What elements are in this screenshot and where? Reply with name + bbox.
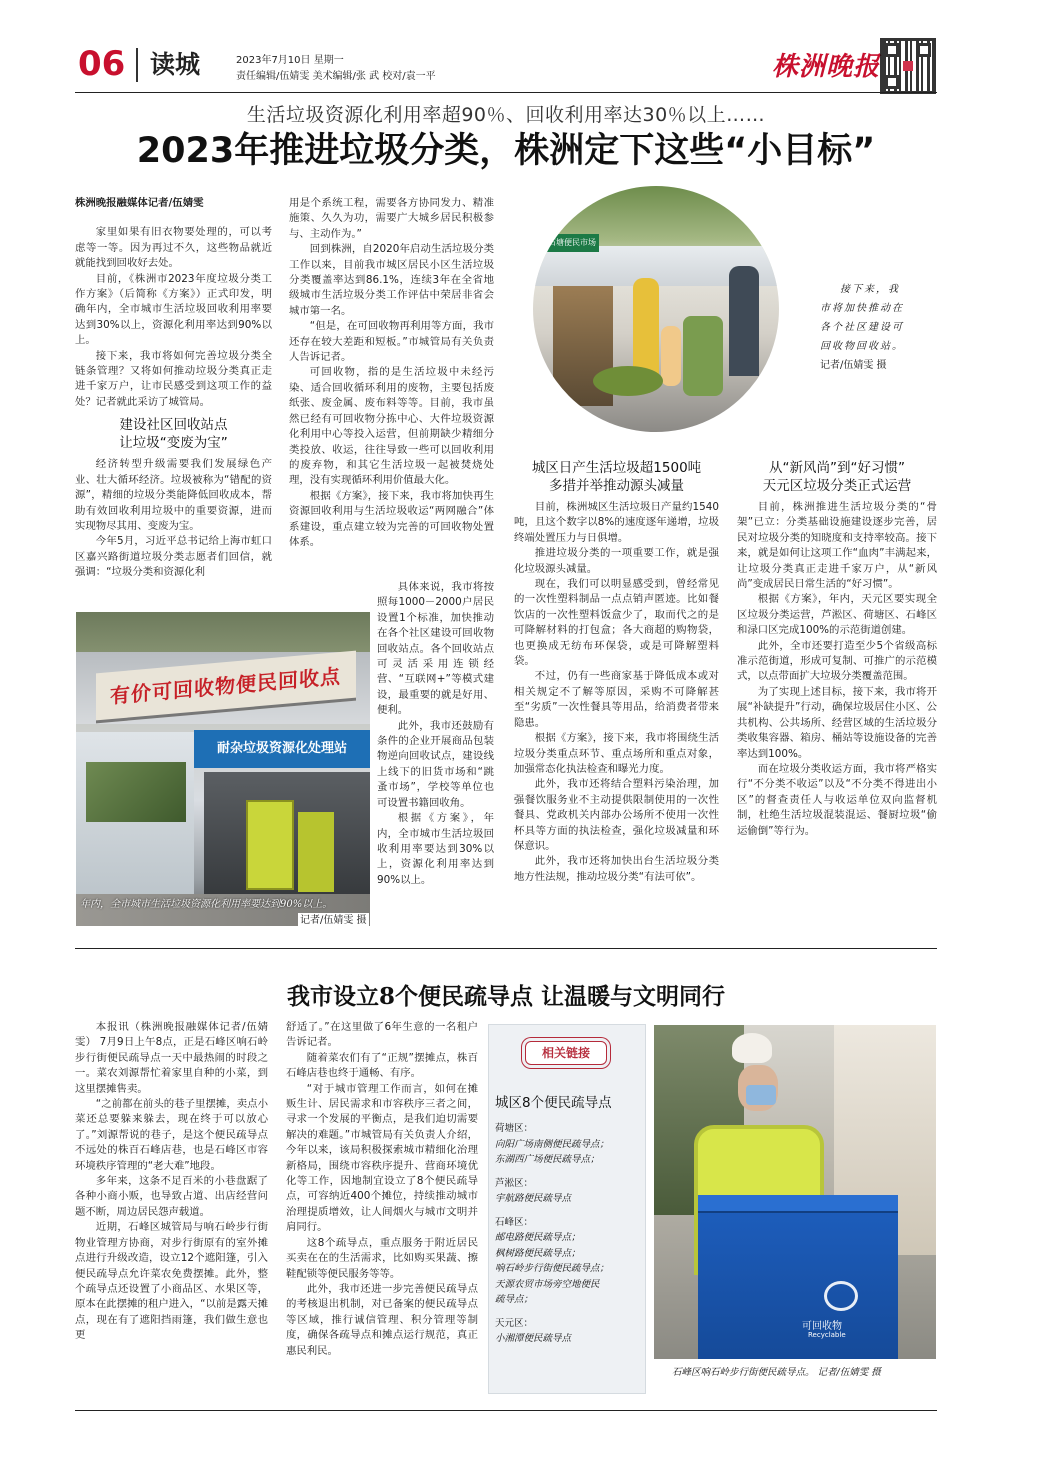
header-divider	[136, 48, 138, 82]
subhead-community-station: 建设社区回收站点 让垃圾“变废为宝”	[119, 417, 228, 452]
footer-rule	[75, 1410, 937, 1411]
paragraph: 回到株洲，自2020年启动生活垃圾分类工作以来，目前我市城区居民小区生活垃圾分类覆盖率达到86.1%，连续3年在全省地级城市生活垃圾分类工作评估中荣居非省会城市第一名。	[289, 243, 494, 317]
paragraph: 随着菜农们有了“正规”摆摊点，株百石峰店巷也终于通畅、有序。	[286, 1051, 478, 1080]
paragraph: 不过，仍有一些商家基于降低成本或对相关规定不了解等原因，采购不可降解甚至“劣质”一次性餐具等用品，给消费者带来隐患。	[514, 670, 719, 729]
paragraph: 此外，我市还进一步完善便民疏导点的考核退出机制，对已备案的便民疏导点等区域，推行诚信管理、积分管理等制度，确保各疏导点和摊点运行规范，真正惠民利民。	[286, 1282, 478, 1357]
qr-code	[880, 38, 936, 94]
article1-headline: 2023年推进垃圾分类，株洲定下这些“小目标”	[136, 131, 876, 171]
district-name: 天元区：	[495, 1317, 534, 1329]
paragraph: 目前，株洲推进生活垃圾分类的“骨架”已立：分类基础设施建设逐步完善，居民对垃圾分类的知晓度和支持率较高。接下来，就是如何让这项工作“血肉”丰满起来，让垃圾分类真正走进千家万户，从“新风尚”变成居民日常生活的“好习惯”。	[737, 501, 937, 591]
district-name: 芦淞区：	[495, 1177, 534, 1189]
paragraph: 经济转型升级需要我们发展绿色产业、壮大循环经济。垃圾被称为“错配的资源”，精细的垃圾分类能降低回收成本，帮助有效回收利用垃圾中的重要资源，进而实现物尽其用、变废为宝。	[75, 458, 272, 532]
article1-byline: 株洲晚报融媒体记者/伍婧雯	[75, 197, 204, 209]
paragraph: 具体来说，我市将按照每1000－2000户居民设置1个标准，加快推动在各个社区建设可回收物回收站点。各个回收站点可灵活采用连锁经营、“互联网+”等模式建设，最重要的就是好用、便利。	[377, 581, 494, 717]
paragraph: “对于城市管理工作而言，如何在摊贩生计、居民需求和市容秩序三者之间，寻求一个发展的平衡点，是我们迫切需要解决的难题。”市城管局有关负责人介绍，今年以来，该局积极探索城市精细化治理新格局，围绕市容秩序提升、营商环境优化等工作，因地制宜设立了8个便民疏导点，可容纳近400个摊位，持续推动城市治理提质增效，让人间烟火与城市文明并肩同行。	[286, 1082, 478, 1234]
header-rule	[75, 92, 937, 93]
paragraph: 根据《方案》，接下来，我市将加快再生资源回收利用与生活垃圾收运“两网融合”体系建设，重点建立较为完善的可回收物处置体系。	[289, 489, 494, 548]
district-point: 东湖西广场便民疏导点；	[495, 1154, 600, 1165]
paragraph: 根据《方案》，年内，全市城市生活垃圾回收利用率要达到30%以上，资源化利用率达到90%以上。	[377, 812, 494, 886]
market-photo	[533, 186, 779, 432]
related-links-box	[488, 1024, 646, 1394]
paragraph: 此外，全市还要打造至少5个省级高标准示范街道，形成可复制、可推广的示范模式，以点带面扩大垃圾分类覆盖范围。	[737, 639, 937, 683]
district-point: 天源农贸市场旁空地便民	[495, 1278, 600, 1290]
page-header	[70, 38, 970, 88]
article1-kicker: 生活垃圾资源化利用率超90％、回收利用率达30％以上……	[246, 104, 766, 126]
paragraph: 近期，石峰区城管局与响石岭步行街物业管理方协商，对步行街原有的室外摊点进行升级改造，设立12个遮阳篷，引入便民疏导点允许菜农免费摆摊。此外，整个疏导点还设置了小商品区、水果区等，原本在此摆摊的租户进入，“以前是露天摊点，现在有了遮阳挡雨篷，我们做生意也更	[75, 1221, 268, 1342]
paragraph: 根据《方案》，接下来，我市将围绕生活垃圾分类重点环节、重点场所和重点对象，加强常态化执法检查和曝光力度。	[514, 732, 719, 775]
district-point: 邮电路便民疏导点；	[495, 1232, 581, 1243]
district-point: 小湘潭便民疏导点	[495, 1333, 572, 1344]
related-links-title: 城区8个便民疏导点	[495, 1095, 612, 1111]
article1-column-4	[737, 457, 937, 839]
recycling-bin	[698, 1195, 898, 1359]
sanitation-worker-photo	[654, 1025, 936, 1359]
paragraph: 舒适了。”在这里做了6年生意的一名租户告诉记者。	[286, 1021, 478, 1049]
photo2-caption: 接下来，我 市将加快推动在 各个社区建设可 回收物回收站。 记者/伍婧雯 摄	[820, 280, 930, 375]
district-point: 向阳广场南侧便民疏导点；	[495, 1138, 610, 1150]
paragraph: 此外，我市还将结合塑料污染治理，加强餐饮服务业不主动提供限制使用的一次性餐具、党政机关内部办公场所不使用一次性杯具等方面的执法检查，强化垃圾减量和环保意识。	[514, 778, 719, 852]
paragraph: 现在，我们可以明显感受到，曾经常见的一次性塑料制品一点点销声匿迹。比如餐饮店的一次性塑料饭盒少了，取而代之的是可降解材料的打包盒；各大商超的购物袋，也更换成无纺布环保袋，或是可降解塑料袋。	[514, 578, 719, 668]
paragraph: 此外，我市还鼓励有条件的企业开展商品包装物逆向回收试点，建设线上线下的旧货市场和“跳蚤市场”，学校等单位也可设置书籍回收角。	[377, 719, 494, 809]
article1-column-2-lower	[377, 580, 494, 888]
paragraph: 推进垃圾分类的一项重要工作，就是强化垃圾源头减量。	[514, 547, 719, 575]
paragraph: 可回收物，指的是生活垃圾中未经污染、适合回收循环利用的废物，主要包括废纸张、废金属、废布料等等。目前，我市虽然已经有可回收物分拣中心、大件垃圾资源化利用中心等投入运营，但前期缺少精细分类投放、收运，往往导致一些可以回收利用的废弃物，和其它生活垃圾一起被焚烧处理，没有实现循环利用价值最大化。	[289, 366, 494, 487]
paragraph: 目前，《株洲市2023年度垃圾分类工作方案》（后简称《方案》）正式印发，明确年内，全市城市生活垃圾回收利用率要达到30%以上，资源化利用率达到90%以上。	[75, 272, 272, 347]
paragraph: 根据《方案》，年内，天元区要实现全区垃圾分类运营，芦淞区、荷塘区、石峰区和渌口区完成100%的示范街道创建。	[737, 593, 937, 637]
article1-column-3	[514, 457, 719, 885]
paragraph: 今年5月，习近平总书记给上海市虹口区嘉兴路街道垃圾分类志愿者们回信，就强调：“垃圾分类和资源化利	[75, 535, 272, 579]
district-point: 疏导点；	[495, 1294, 534, 1305]
district-name: 荷塘区：	[495, 1123, 534, 1134]
district-point: 枫树路便民疏导点；	[495, 1247, 581, 1259]
photo2-credit: 记者/伍婧雯 摄	[820, 360, 887, 371]
paragraph: 此外，我市还将加快出台生活垃圾分类地方性法规，推动垃圾分类“有法可依”。	[514, 855, 719, 883]
section-name: 读城	[150, 50, 201, 79]
editors-line: 责任编辑/伍婧雯 美术编辑/张 武 校对/袁一平	[236, 71, 436, 82]
district-name: 石峰区：	[495, 1216, 534, 1228]
district-point: 宇航路便民疏导点	[495, 1193, 572, 1204]
article1-column-2	[289, 196, 494, 550]
article2-headline: 我市设立8个便民疏导点 让温暖与文明同行	[286, 983, 725, 1010]
district-list	[495, 1121, 645, 1347]
bin-label-en: Recyclable	[808, 1331, 846, 1339]
paragraph: 家里如果有旧衣物要处理的，可以考虑等一等。因为再过不久，这些物品就近就能找到回收好去处。	[75, 226, 272, 270]
paragraph: 用是个系统工程，需要各方协同发力、精准施策、久久为功，需要广大城乡居民积极参与、主动作为。”	[289, 197, 494, 240]
paragraph: 多年来，这条不足百米的小巷盘踞了各种小商小贩，也导致占道、出店经营问题不断，周边居民怨声载道。	[75, 1175, 268, 1218]
station-banner: 有价可回收物便民回收点	[96, 651, 356, 724]
subhead-tianyuan: 从“新风尚”到“好习惯” 天元区垃圾分类正式运营	[762, 460, 912, 494]
photo1-caption: 年内，全市城市生活垃圾资源化利用率要达到90%以上。	[80, 899, 333, 910]
article1-column-1	[75, 196, 272, 581]
recycling-station-photo	[76, 612, 370, 926]
article-separator	[75, 948, 937, 949]
bin-label: 可回收物	[802, 1321, 842, 1332]
paragraph: 本报讯（株洲晚报融媒体记者/伍婧雯） 7月9日上午8点，正是石峰区响石岭步行街便民疏导点一天中最热闹的时段之一。菜农刘源帮忙着家里自种的小菜，到这里摆摊售卖。	[75, 1021, 268, 1095]
paragraph: 这8个疏导点，重点服务于附近居民买卖在在的生活需求，比如购买果蔬、擦鞋配锁等便民服务等等。	[286, 1236, 478, 1280]
district-point: 响石岭步行街便民疏导点；	[495, 1263, 610, 1274]
subhead-source-reduction: 城区日产生活垃圾超1500吨 多措并举推动源头减量	[531, 460, 702, 494]
related-links-tag: 相关链接	[525, 1041, 607, 1065]
paragraph: “之前都在前头的巷子里摆摊，卖点小菜还总要躲来躲去，现在终于可以放心了。”刘源帮说的巷子，是这个便民疏导点不远处的株百石峰店巷，也是石峰区市容环境秩序管理的“老大难”地段。	[75, 1098, 268, 1172]
paragraph: 而在垃圾分类收运方面，我市将严格实行“不分类不收运”以及“不分类不得进出小区”的督查责任人与收运单位双向监督机制，杜绝生活垃圾混装混运、餐厨垃圾“偷运偷倒”等行为。	[737, 762, 937, 837]
paragraph: 目前，株洲城区生活垃圾日产量约1540吨，且这个数字以8%的速度逐年递增，垃圾终端处置压力与日俱增。	[514, 501, 719, 544]
photo3-caption: 石峰区响石岭步行街便民疏导点。 记者/伍婧雯 摄	[672, 1367, 881, 1378]
photo1-credit: 记者/伍婧雯 摄	[300, 915, 367, 926]
paragraph: 为了实现上述目标，接下来，我市将开展“补缺提升”行动，确保垃圾居住小区、公共机构、公共场所、经营区域的生活垃圾分类收集容器、箱房、桶站等设施设备的完善率达到100%。	[737, 685, 937, 760]
paragraph: “但是，在可回收物再利用等方面，我市还存在较大差距和短板。”市城管局有关负责人告诉记者。	[289, 320, 494, 364]
paper-logo: 株洲晚报	[772, 52, 881, 82]
page-number: 06	[78, 44, 126, 84]
market-sign: 石塘便民市场	[545, 234, 599, 252]
paragraph: 接下来，我市将如何完善垃圾分类全链条管理？又将如何推动垃圾分类真正走进千家万户，让市民感受到这项工作的益处？记者就此采访了城管局。	[75, 349, 272, 408]
date-line: 2023年7月10日 星期一	[236, 55, 344, 66]
station-sign: 耐杂垃圾资源化处理站	[194, 730, 370, 768]
article2-column-2	[286, 1020, 478, 1359]
article2-column-1	[75, 1020, 268, 1344]
